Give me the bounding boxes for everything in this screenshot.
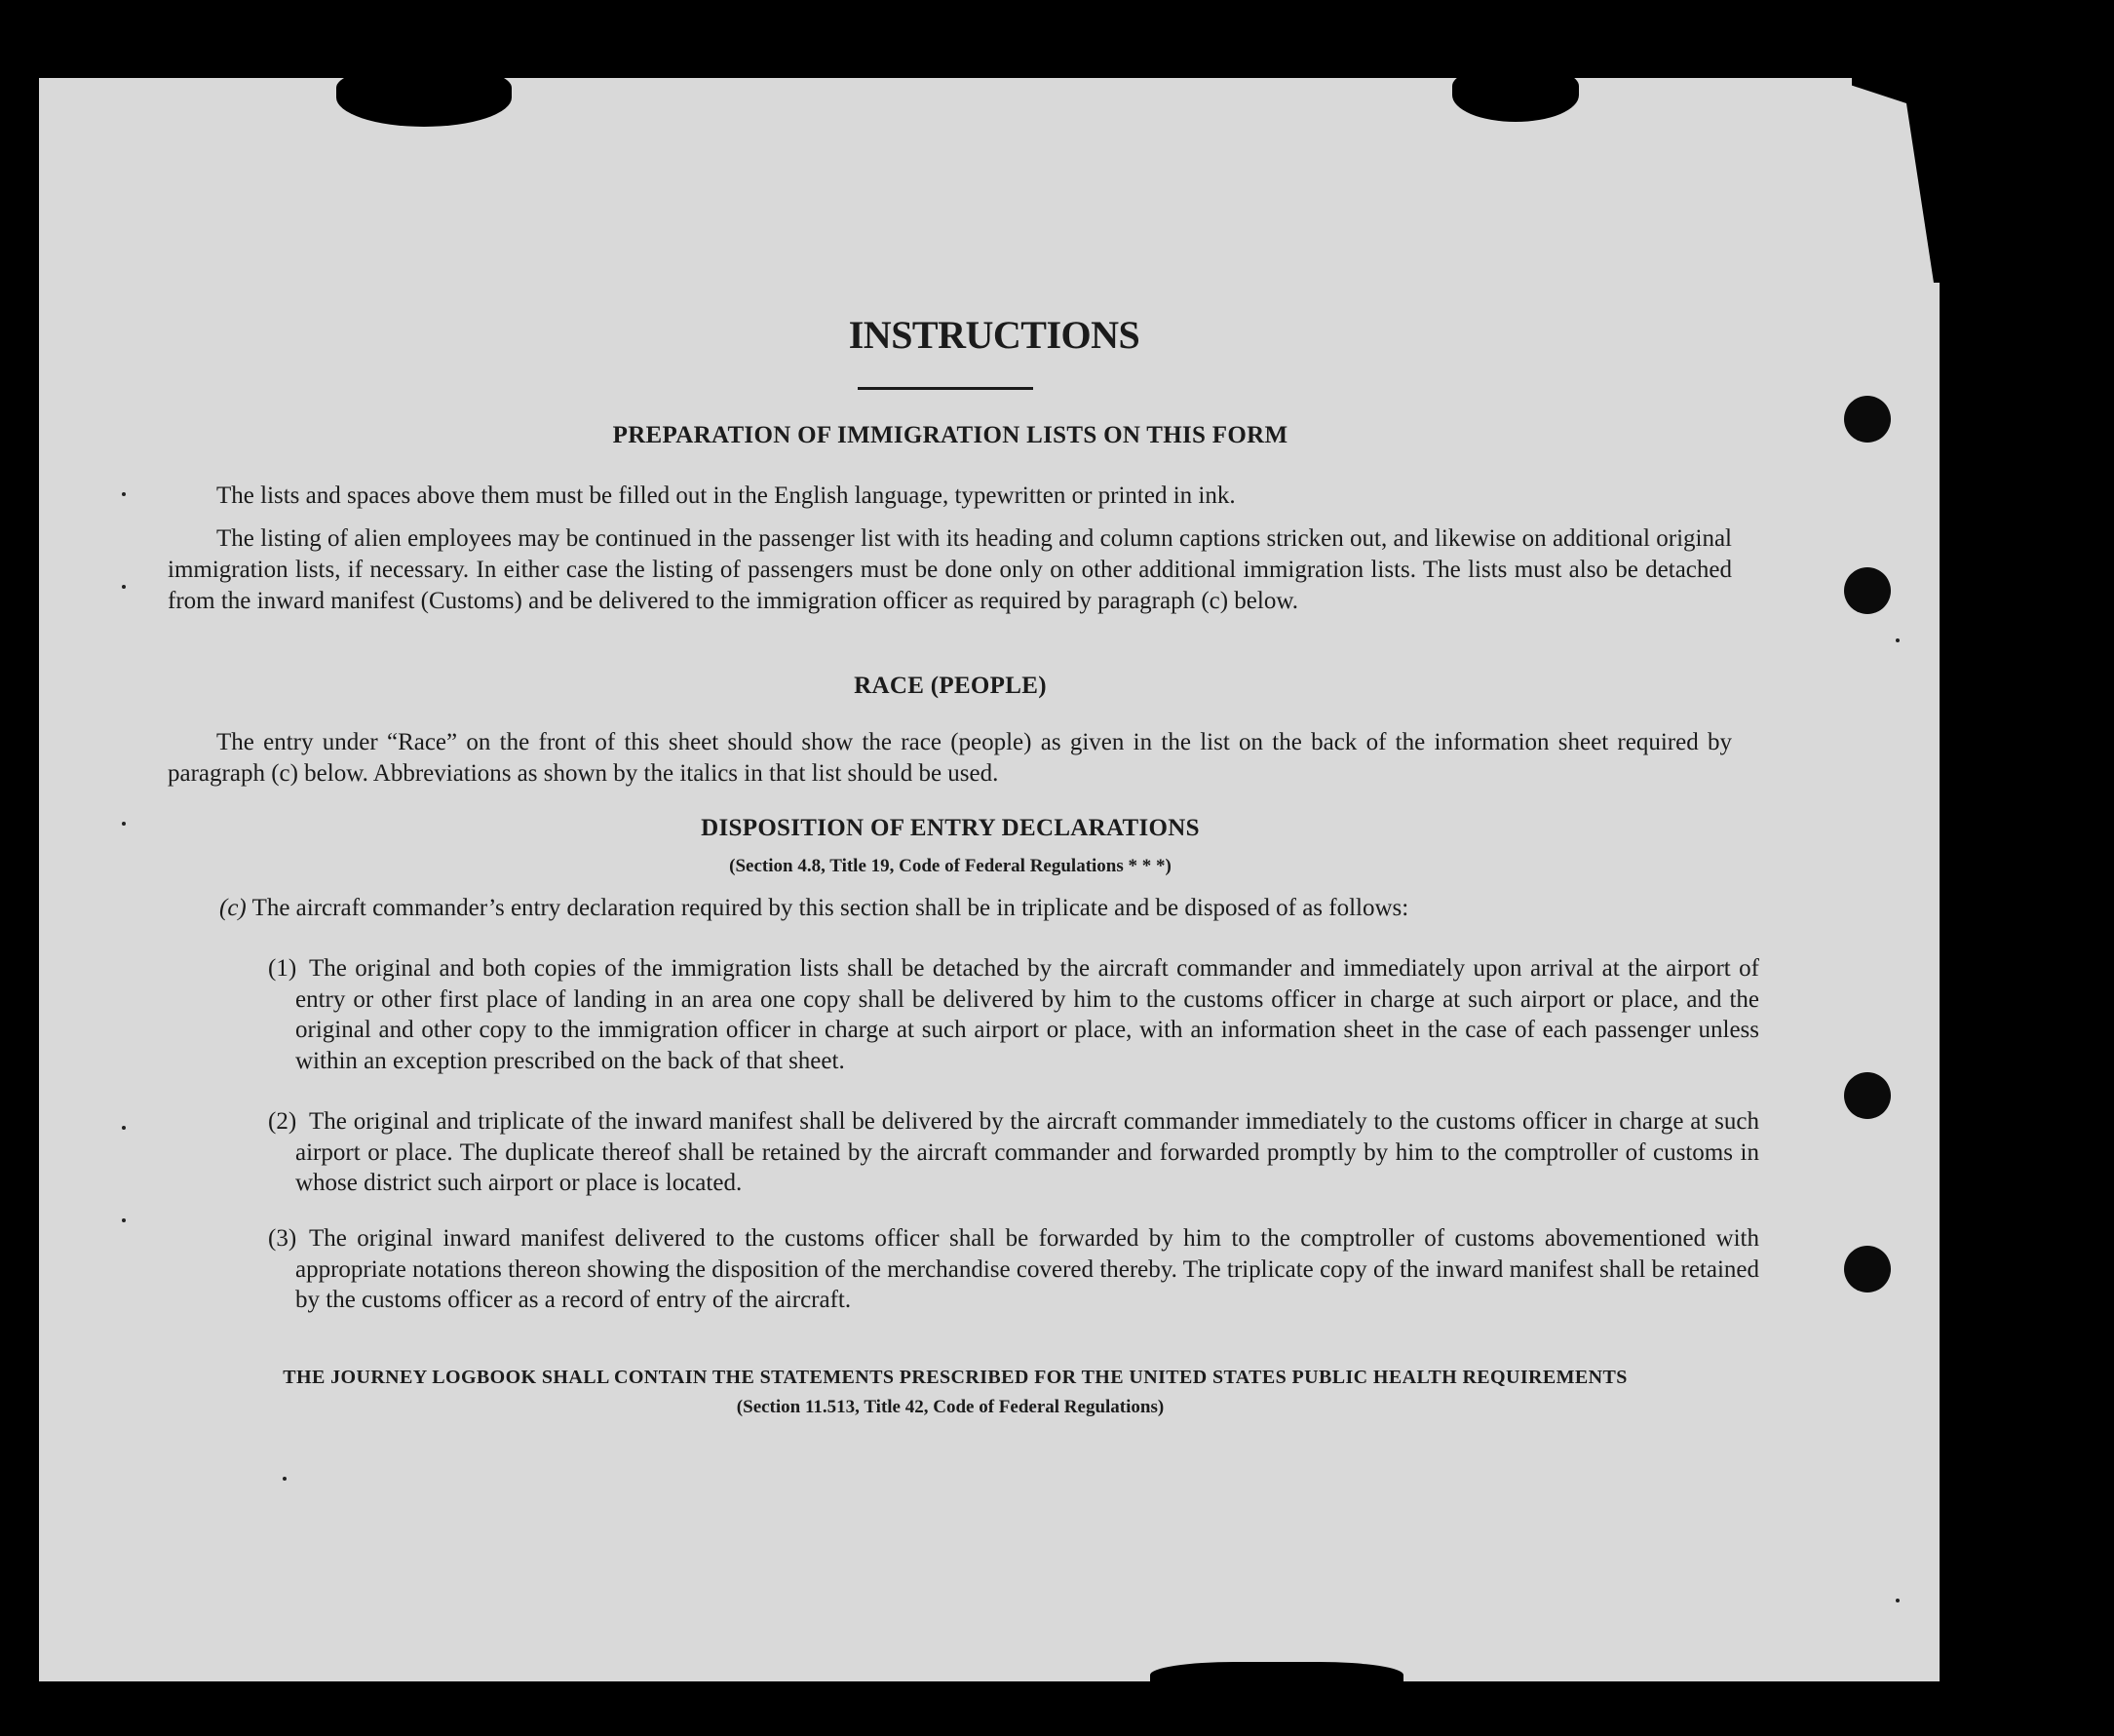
paragraph-c-text: The aircraft commander’s entry declaration required by this section shall be in triplicate and be disposed of as follows:	[251, 895, 1409, 921]
paragraph-language: The lists and spaces above them must be filled out in the English language, typewritten or printed in ink.	[216, 482, 1236, 509]
item-text: The original inward manifest delivered to the customs officer shall be forwarded by him to the comptroller of customs abovementioned with appropriate notations thereon showing the disposition of the merchandise covered thereby. The triplicate copy of the inward manifest shall be retained by the customs officer as a record of entry of the aircraft.	[295, 1225, 1759, 1313]
section-heading-race: RACE (PEOPLE)	[854, 673, 1047, 699]
list-item	[268, 953, 1759, 1076]
item-text: The original and both copies of the immigration lists shall be detached by the aircraft commander and immediately upon arrival at the airport of entry or other first place of landing in an area one copy shall be delivered by him to the customs officer in charge at such airport or place, and the original and other copy to the immigration officer in charge at such airport or place, with an information sheet in the case of each passenger unless within an exception prescribed on the back of that sheet.	[295, 955, 1759, 1074]
paragraph-race: The entry under “Race” on the front of this sheet should show the race (people) as given in the list on the back of the information sheet required by paragraph (c) below. Abbreviations as shown by the italics in that list should be used.	[168, 729, 1732, 787]
paragraph-c-label: (c)	[219, 895, 247, 921]
item-number: (3)	[268, 1225, 297, 1252]
paragraph-alien-employees: The listing of alien employees may be continued in the passenger list with its heading and column captions stricken out, and likewise on additional original immigration lists, if necessary. In either case the listing of passengers must be done only on other additional immigration lists. The lists must also be detached from the inward manifest (Customs) and be delivered to the immigration officer as required by paragraph (c) below.	[168, 525, 1732, 614]
paragraph-c	[219, 893, 1730, 924]
footer-citation-title-42: (Section 11.513, Title 42, Code of Federal Regulations)	[736, 1397, 1165, 1417]
section-heading-preparation: PREPARATION OF IMMIGRATION LISTS ON THIS FORM	[612, 422, 1288, 448]
section-heading-disposition: DISPOSITION OF ENTRY DECLARATIONS	[701, 815, 1200, 841]
list-item	[268, 1223, 1759, 1316]
item-number: (1)	[268, 955, 297, 982]
page-title: INSTRUCTIONS	[848, 313, 1140, 357]
footer-public-health-statement: THE JOURNEY LOGBOOK SHALL CONTAIN THE STATEMENTS PRESCRIBED FOR THE UNITED STATES PUBLIC HEALTH REQUIREMENTS	[283, 1367, 1628, 1388]
item-text: The original and triplicate of the inward manifest shall be delivered by the aircraft commander immediately to the customs officer in charge at such airport or place. The duplicate thereof shall be retained by the aircraft commander and forwarded promptly by him to the comptroller of customs in whose district such airport or place is located.	[295, 1108, 1759, 1196]
citation-title-19: (Section 4.8, Title 19, Code of Federal Regulations * * *)	[729, 856, 1172, 876]
title-underline	[858, 387, 1033, 390]
list-item	[268, 1106, 1759, 1199]
item-number: (2)	[268, 1108, 297, 1135]
